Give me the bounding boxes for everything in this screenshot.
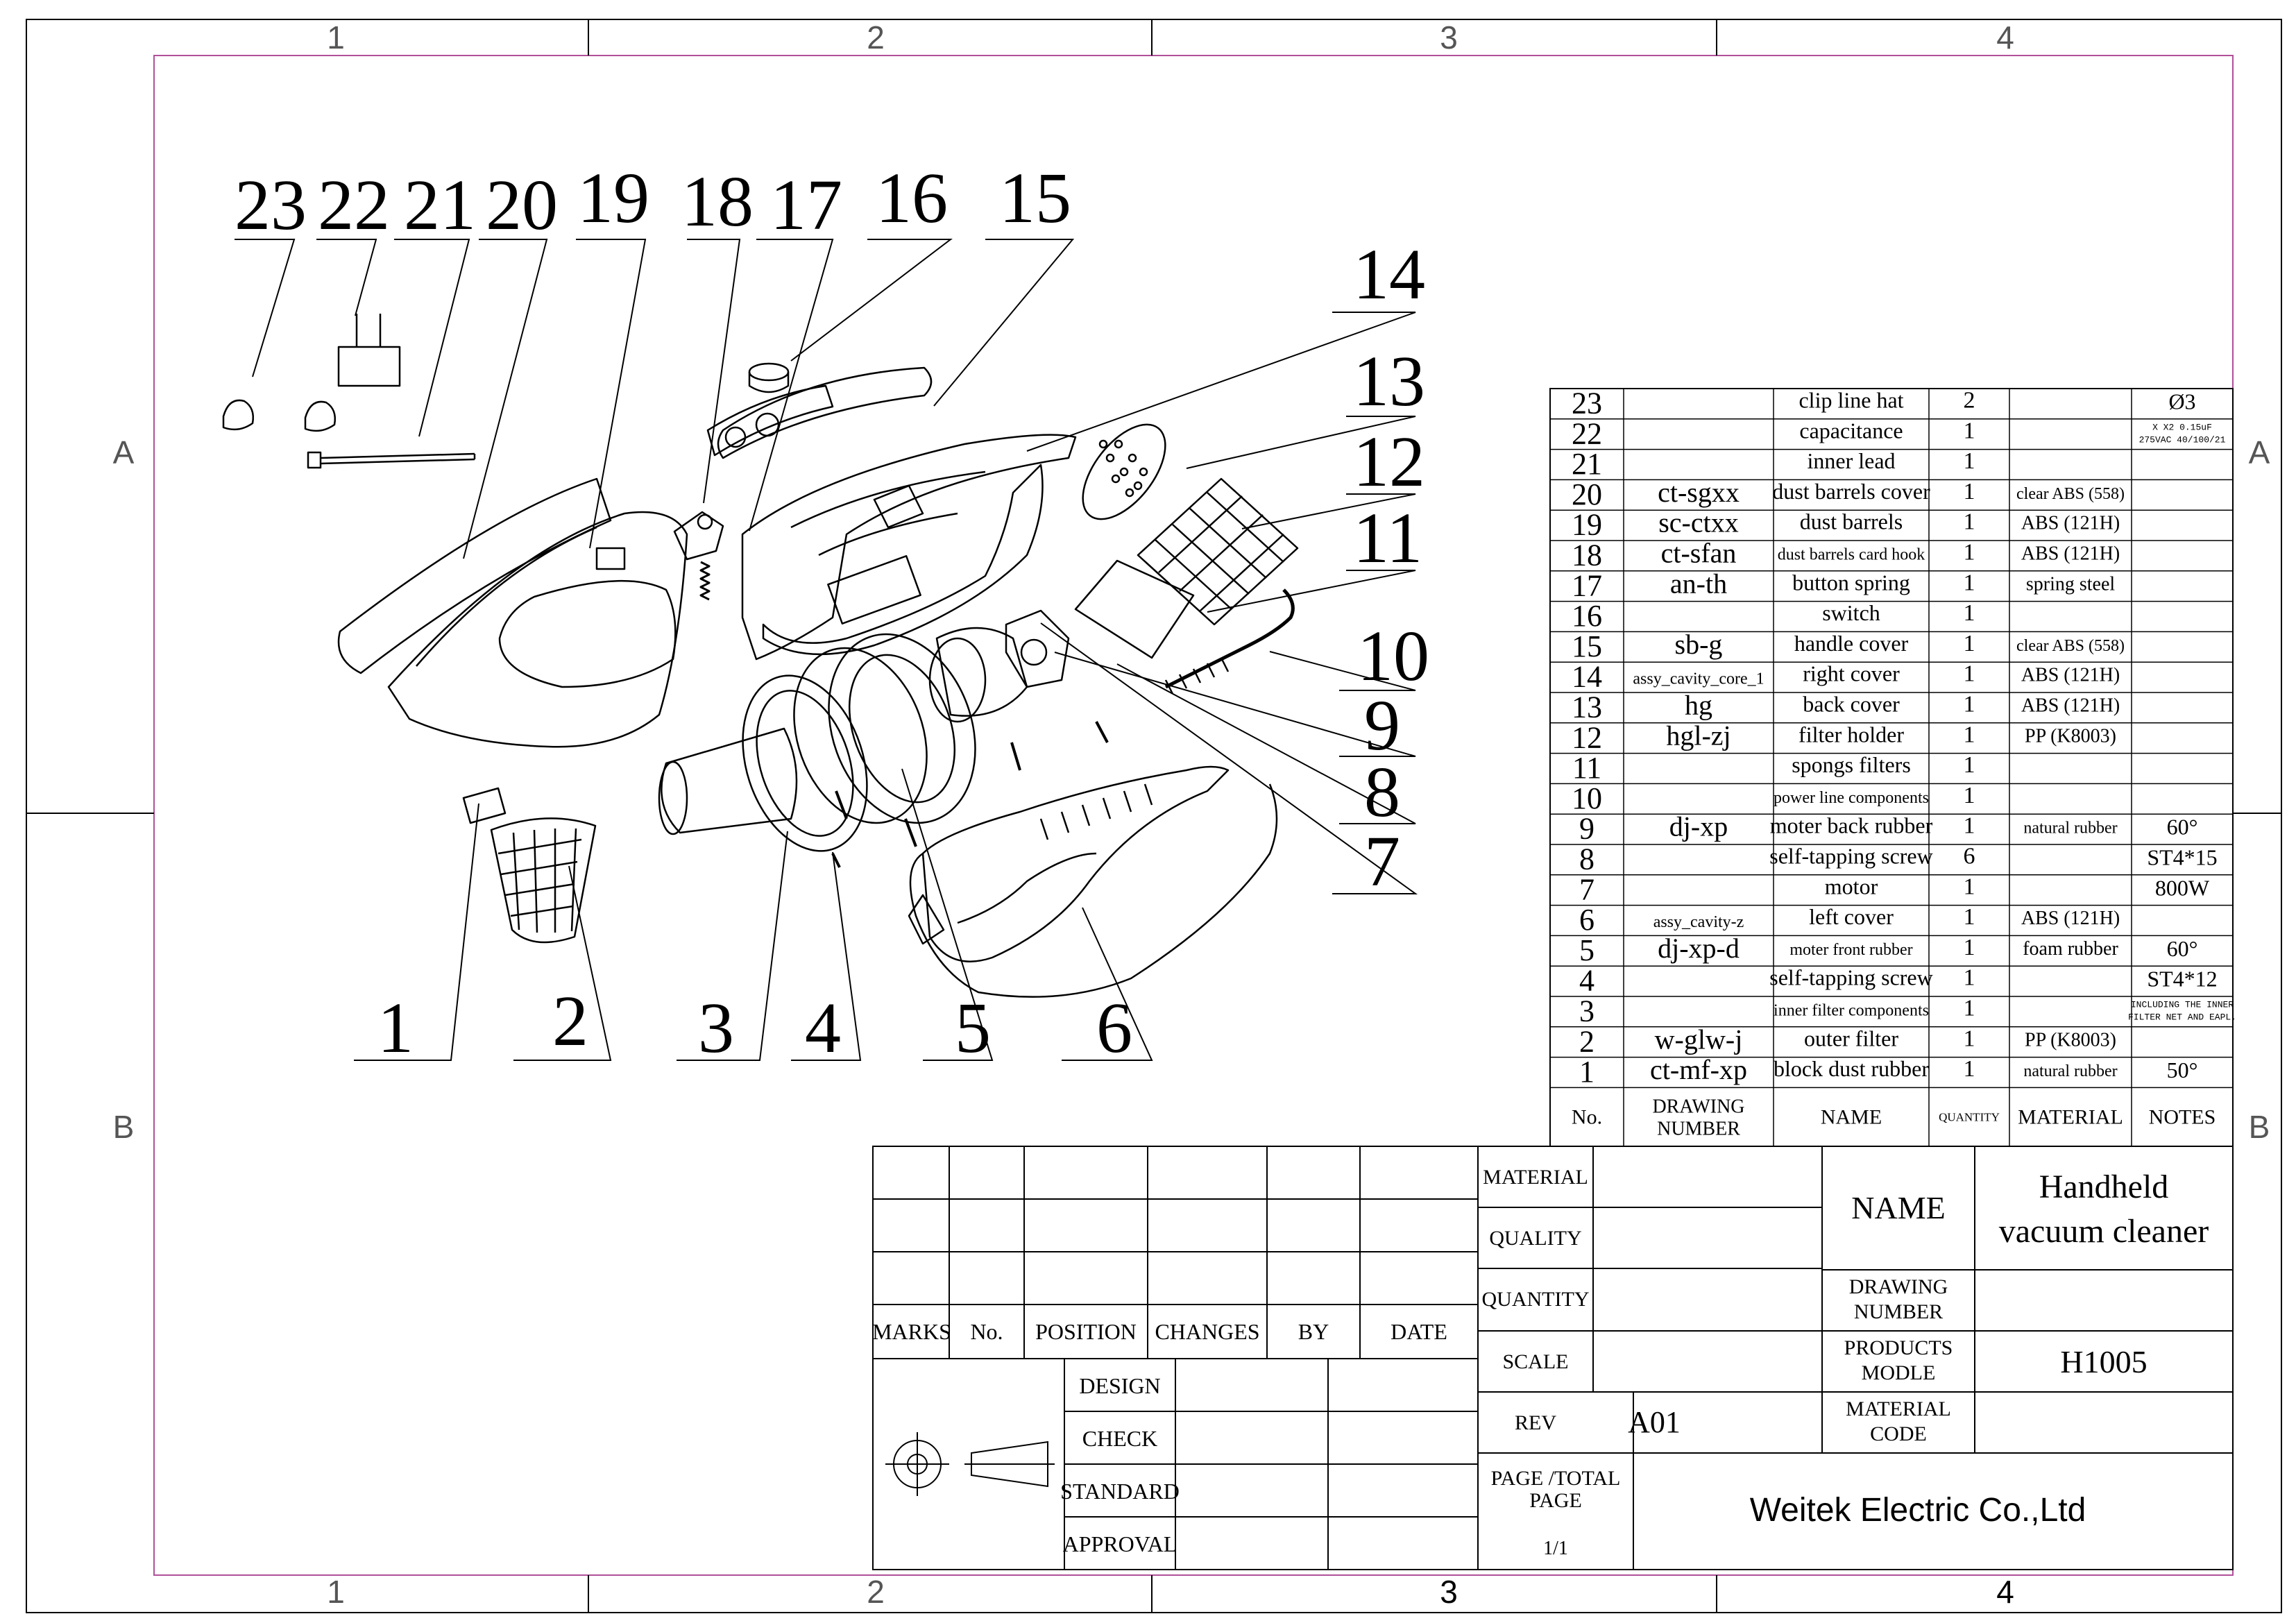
bom-drawing-20: ct-sgxx (1658, 476, 1740, 508)
zone-col-2-bottom: 2 (867, 1574, 885, 1610)
bom-no-15: 15 (1572, 629, 1602, 663)
bom-name-23: clip line hat (1798, 387, 1904, 413)
bom-drawing-19: sc-ctxx (1658, 507, 1739, 538)
bom-name-18: dust barrels card hook (1777, 545, 1925, 564)
bom-header-drawing-1: DRAWING (1652, 1096, 1745, 1118)
screws-part (833, 722, 1107, 867)
projection-symbol (885, 1432, 1055, 1496)
zone-row-a-left: A (112, 434, 135, 470)
power-line-part (1166, 590, 1293, 694)
bom-drawing-5: dj-xp-d (1658, 932, 1740, 964)
bom-drawing-15: sb-g (1674, 628, 1723, 660)
callout-17: 17 (770, 165, 842, 245)
bom-name-11: spongs filters (1792, 752, 1911, 778)
bom-drawing-12: hgl-zj (1666, 720, 1731, 751)
motor-part (930, 628, 1027, 722)
bom-header-drawing-2: NUMBER (1657, 1118, 1740, 1140)
sponge-filter-part (1075, 561, 1193, 658)
signoff-approval: APPROVAL (1062, 1531, 1177, 1556)
signoff-design: DESIGN (1079, 1373, 1161, 1398)
bom-notes-3-b: FILTER NET AND EAPL. (2127, 1012, 2237, 1023)
tb-rev-label: REV (1515, 1411, 1556, 1434)
bom-qty-20: 1 (1963, 478, 1975, 504)
bom-header-material: MATERIAL (2018, 1105, 2123, 1129)
callout-11: 11 (1353, 498, 1423, 578)
tb-scale-label: SCALE (1502, 1350, 1569, 1373)
bom-material-6: ABS (121H) (2021, 908, 2120, 930)
bill-of-materials (1550, 386, 2236, 1146)
back-cover-part (1067, 410, 1182, 534)
bom-qty-14: 1 (1963, 661, 1975, 687)
bom-drawing-2: w-glw-j (1654, 1023, 1743, 1055)
bom-material-12: PP (K8003) (2025, 725, 2116, 747)
bom-material-18: ABS (121H) (2021, 543, 2120, 565)
button-spring-part (701, 562, 709, 600)
callout-21: 21 (404, 165, 476, 245)
bom-name-7: motor (1824, 874, 1878, 899)
tb-quantity-label: QUANTITY (1481, 1288, 1590, 1311)
revision-labels (872, 1319, 1447, 1556)
bom-header-no: No. (1571, 1105, 1603, 1129)
tb-products-model-label-2: MODLE (1861, 1361, 1936, 1384)
bom-material-15: clear ABS (558) (2016, 636, 2125, 655)
bom-name-20: dust barrels cover (1772, 478, 1930, 504)
zone-row-b-right: B (2248, 1109, 2270, 1145)
handle-top-part (708, 386, 833, 455)
bom-qty-12: 1 (1963, 722, 1975, 748)
bom-name-5: moter front rubber (1789, 940, 1913, 959)
bom-material-2: PP (K8003) (2025, 1029, 2116, 1051)
zone-col-4-top: 4 (1996, 19, 2014, 56)
bom-no-6: 6 (1579, 903, 1595, 937)
zone-row-a-right: A (2248, 434, 2270, 470)
bom-notes-1: 50° (2166, 1057, 2198, 1083)
bom-qty-11: 1 (1963, 752, 1975, 779)
bom-name-13: back cover (1803, 691, 1900, 717)
bom-no-16: 16 (1572, 599, 1602, 634)
bom-no-8: 8 (1579, 842, 1595, 876)
bom-name-19: dust barrels (1799, 509, 1903, 534)
card-hook-part (674, 512, 723, 559)
tb-company: Weitek Electric Co.,Ltd (1749, 1492, 2086, 1529)
callout-4: 4 (805, 988, 841, 1068)
bom-name-21: inner lead (1807, 448, 1896, 474)
bom-no-13: 13 (1572, 690, 1602, 724)
bom-name-14: right cover (1803, 661, 1900, 686)
bom-drawing-9: dj-xp (1669, 810, 1728, 842)
bom-qty-10: 1 (1963, 782, 1975, 808)
bom-qty-19: 1 (1963, 509, 1975, 535)
bom-qty-3: 1 (1963, 995, 1975, 1021)
signoff-standard: STANDARD (1060, 1479, 1180, 1504)
bom-name-9: moter back rubber (1769, 813, 1933, 838)
callout-13: 13 (1353, 341, 1425, 421)
bom-qty-17: 1 (1963, 570, 1975, 596)
bom-notes-4: ST4*12 (2147, 966, 2218, 992)
tb-rev-value: A01 (1628, 1405, 1681, 1439)
rev-header-no: No. (970, 1319, 1003, 1344)
bom-drawing-1: ct-mf-xp (1650, 1054, 1747, 1086)
bom-no-18: 18 (1572, 538, 1602, 572)
callout-14: 14 (1353, 235, 1425, 314)
rev-header-changes: CHANGES (1155, 1319, 1260, 1344)
tb-products-model-label-1: PRODUCTS (1844, 1336, 1953, 1359)
right-cover-part (742, 435, 1075, 659)
capacitance-part (339, 314, 400, 386)
bom-no-9: 9 (1579, 811, 1595, 846)
bom-qty-5: 1 (1963, 934, 1975, 960)
bom-qty-15: 1 (1963, 630, 1975, 656)
zone-row-b-left: B (112, 1109, 135, 1145)
bom-drawing-17: an-th (1669, 568, 1728, 600)
zone-col-1-top: 1 (327, 19, 345, 56)
bom-no-17: 17 (1572, 568, 1602, 603)
callout-22: 22 (318, 165, 390, 245)
bom-header-quantity: QUANTITY (1939, 1110, 2000, 1124)
bom-material-1: natural rubber (2023, 1062, 2118, 1081)
dust-barrels-part (389, 512, 687, 747)
callout-3: 3 (698, 988, 734, 1068)
bom-no-11: 11 (1572, 751, 1602, 785)
clip-line-hat-part (223, 400, 335, 431)
tb-material-code-label-1: MATERIAL (1846, 1397, 1951, 1420)
bom-notes-7: 800W (2154, 875, 2210, 901)
block-dust-rubber-part (464, 788, 505, 823)
bom-qty-9: 1 (1963, 813, 1975, 839)
title-block-labels (1482, 1166, 2209, 1559)
bom-header-notes: NOTES (2148, 1105, 2216, 1129)
bom-no-4: 4 (1579, 963, 1595, 998)
tb-name-value-1: Handheld (2039, 1169, 2169, 1205)
callout-7: 7 (1364, 822, 1400, 901)
bom-no-1: 1 (1579, 1055, 1595, 1089)
bom-no-5: 5 (1579, 933, 1595, 967)
bom-notes-22-a: X X2 0.15uF (2152, 422, 2212, 433)
rev-header-date: DATE (1391, 1319, 1447, 1344)
callout-5: 5 (955, 988, 991, 1068)
zone-col-4-bottom: 4 (1996, 1574, 2014, 1610)
bom-material-17: spring steel (2025, 573, 2116, 595)
bom-name-12: filter holder (1798, 722, 1904, 747)
motor-front-rubber-part (771, 613, 1001, 844)
bom-material-13: ABS (121H) (2021, 695, 2120, 717)
bom-qty-16: 1 (1963, 600, 1975, 627)
bom-notes-8: ST4*15 (2147, 844, 2218, 870)
left-cover-part (909, 767, 1277, 997)
callout-8: 8 (1364, 752, 1400, 832)
dust-barrels-cover-part (339, 479, 611, 673)
signoff-check: CHECK (1082, 1426, 1158, 1451)
bom-material-14: ABS (121H) (2021, 664, 2120, 686)
bom-no-20: 20 (1572, 477, 1602, 511)
bom-name-6: left cover (1809, 904, 1894, 930)
callout-15: 15 (999, 158, 1071, 238)
bom-drawing-18: ct-sfan (1660, 537, 1737, 569)
bom-qty-21: 1 (1963, 448, 1975, 475)
bom-no-2: 2 (1579, 1024, 1595, 1059)
bom-material-9: natural rubber (2023, 819, 2118, 838)
outer-filter-part (491, 818, 595, 942)
bom-no-19: 19 (1572, 507, 1602, 542)
bom-material-20: clear ABS (558) (2016, 484, 2125, 503)
tb-quality-label: QUALITY (1489, 1227, 1582, 1250)
bom-name-8: self-tapping screw (1769, 843, 1933, 869)
rev-header-marks: MARKS (872, 1319, 951, 1344)
tb-drawing-number-label-1: DRAWING (1848, 1275, 1948, 1298)
rev-header-position: POSITION (1035, 1319, 1137, 1344)
bom-name-1: block dust rubber (1774, 1056, 1929, 1082)
callout-10: 10 (1357, 616, 1429, 696)
bom-no-12: 12 (1572, 720, 1602, 755)
inner-lead-part (308, 452, 475, 468)
callout-19: 19 (577, 158, 649, 238)
callout-6: 6 (1096, 988, 1132, 1068)
callout-2: 2 (552, 981, 588, 1061)
zone-col-3-bottom: 3 (1440, 1574, 1458, 1610)
bom-qty-8: 6 (1963, 843, 1975, 869)
switch-part (749, 364, 788, 392)
bom-name-15: handle cover (1794, 630, 1909, 656)
callout-18: 18 (681, 162, 754, 241)
revision-block (873, 1146, 1478, 1570)
tb-material-label: MATERIAL (1483, 1166, 1588, 1189)
rev-header-by: BY (1298, 1319, 1329, 1344)
bom-qty-23: 2 (1963, 387, 1975, 414)
bom-name-16: switch (1822, 600, 1880, 626)
zone-col-2-top: 2 (867, 19, 885, 56)
bom-no-10: 10 (1572, 781, 1602, 815)
bom-drawing-14: assy_cavity_core_1 (1633, 670, 1764, 688)
bom-name-22: capacitance (1799, 418, 1903, 443)
bom-no-7: 7 (1579, 872, 1595, 907)
bom-no-14: 14 (1572, 659, 1602, 694)
bom-no-21: 21 (1572, 447, 1602, 482)
bom-drawing-13: hg (1685, 689, 1712, 721)
zone-col-1-bottom: 1 (327, 1574, 345, 1610)
bom-notes-23: Ø3 (2168, 389, 2196, 414)
bom-no-23: 23 (1572, 386, 1602, 420)
bom-drawing-6: assy_cavity-z (1653, 913, 1744, 932)
tb-page-label-1: PAGE /TOTAL (1490, 1467, 1621, 1490)
bom-qty-13: 1 (1963, 691, 1975, 717)
callout-12: 12 (1353, 422, 1425, 502)
bom-notes-5: 60° (2166, 935, 2198, 961)
bom-name-4: self-tapping screw (1769, 965, 1933, 990)
bom-qty-6: 1 (1963, 904, 1975, 931)
bom-name-2: outer filter (1804, 1026, 1898, 1051)
callout-numbers (235, 158, 1429, 1068)
bom-notes-22-b: 275VAC 40/100/21 (2138, 434, 2226, 445)
bom-name-17: button spring (1792, 570, 1910, 595)
bom-notes-3-a: INCLUDING THE INNER (2130, 999, 2234, 1010)
tb-page-label-2: PAGE (1529, 1489, 1582, 1512)
callout-1: 1 (377, 988, 414, 1068)
inner-cone-part (659, 729, 797, 834)
tb-material-code-label-2: CODE (1870, 1422, 1927, 1445)
exploded-view (223, 314, 1298, 997)
filter-holder-part (1138, 479, 1298, 624)
callout-20: 20 (486, 165, 558, 245)
bom-qty-22: 1 (1963, 418, 1975, 444)
zone-labels (113, 19, 2270, 1610)
bom-material-5: foam rubber (2023, 937, 2118, 960)
bom-qty-7: 1 (1963, 874, 1975, 900)
tb-drawing-number-label-2: NUMBER (1853, 1300, 1944, 1323)
tb-page-value: 1/1 (1543, 1538, 1568, 1559)
tb-products-model-value: H1005 (2060, 1344, 2148, 1379)
callout-23: 23 (235, 165, 307, 245)
bom-header-name: NAME (1820, 1105, 1882, 1129)
bom-qty-4: 1 (1963, 965, 1975, 991)
bom-name-10: power line components (1774, 788, 1929, 807)
callout-16: 16 (876, 158, 948, 238)
tb-name-label: NAME (1851, 1190, 1946, 1225)
bom-no-3: 3 (1579, 994, 1595, 1028)
bom-qty-1: 1 (1963, 1056, 1975, 1082)
bom-qty-2: 1 (1963, 1026, 1975, 1052)
zone-col-3-top: 3 (1440, 19, 1458, 56)
tb-name-value-2: vacuum cleaner (1998, 1213, 2209, 1250)
bom-no-22: 22 (1572, 416, 1602, 451)
bom-notes-9: 60° (2166, 814, 2198, 840)
callout-9: 9 (1364, 686, 1400, 765)
bom-name-3: inner filter components (1774, 1001, 1929, 1020)
bom-material-19: ABS (121H) (2021, 512, 2120, 534)
bom-qty-18: 1 (1963, 539, 1975, 566)
